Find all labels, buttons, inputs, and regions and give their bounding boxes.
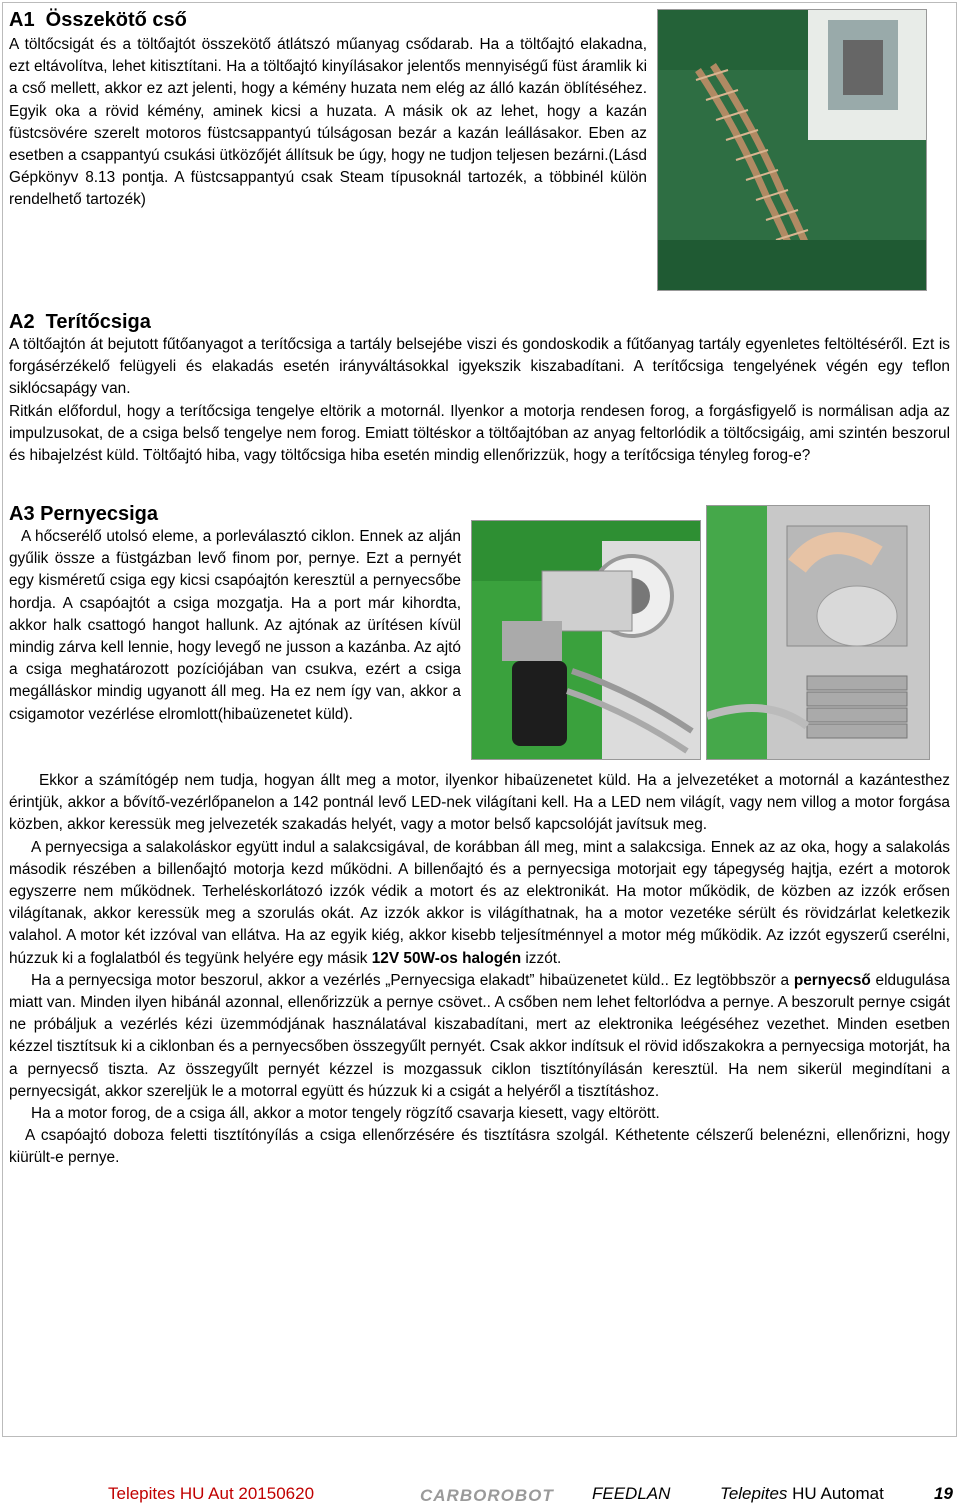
footer-title-rest: HU Automat <box>787 1484 884 1503</box>
section-a3-paragraph-2-text: A pernyecsiga a salakoláskor együtt indul a salakcsigával, de korábban áll meg, mint a salakcsiga. Ennek az az oka, hogy a salakolás második részében a billenőajtó motorja kezd működni. A billenőajtó és a pernyecsiga motorjait egy tápegység hajtja, ezért a motorok egyszerre nem működnek. Terheléskorlátozó izzók védik a motort és az elektronikát. Ha motor működik, de közben az izzók erősen világítanak, akkor keressük meg a szorulás okát. Az izzók akkor is világíthatnak, ha a motor vezetéke sérült és rövidzárlat keletkezik valahol. A motor két izzóval van ellátva. Ha az egyik kiég, akkor kisebb teljesítménnyel a motor még működik. Az izzót egyszerű cserélni, húzzuk ki a foglalatból és tegyünk helyére egy másik <box>9 838 950 967</box>
section-a3-paragraph-3-a: Ha a pernyecsiga motor beszorul, akkor a vezérlés „Pernyecsiga elakadt” hibaüzenetet küld.. Ez legtöbbször a <box>31 971 794 989</box>
section-a3-paragraph-3 <box>9 970 950 1103</box>
ash-flap-door-photo <box>706 505 930 760</box>
ash-auger-motor-photo <box>471 520 701 760</box>
footer-product: FEEDLAN <box>592 1484 671 1503</box>
chimney-flue-photo <box>657 9 927 291</box>
section-a3-paragraph-1: Ekkor a számítógép nem tudja, hogyan állt meg a motor, ilyenkor hibaüzenetet küld. Ha a jelvezetéket a motornál a kazántesthez érintjük, akkor a bővítő-vezérlőpanelon a 142 pontnál levő LED-nek világítani kell. Ha a LED nem világít, vagy nem villog a motor forgása közben, akkor keressük meg jelvezeték szakadás helyét, vagy a motor belső kapcsolóját javítsuk meg. <box>9 772 950 834</box>
section-a3-pernyecso-bold: pernyecső <box>793 971 871 989</box>
section-a3-paragraph-2-end: izzót. <box>521 949 562 967</box>
section-a3-intro <box>9 526 461 726</box>
section-a1-paragraph <box>9 34 647 212</box>
section-a2-paragraph-2: Ritkán előfordul, hogy a terítőcsiga tengelye eltörik a motornál. Ilyenkor a motorja rendesen forog, a forgásfigyelő is normálisan adja az impulzusokat, de a csiga belső tengelye nem forog. Emiatt töltéskor a töltőajtóban az anyag feltorlódik a töltőcsigáig, ami szintén beszorul és hibajelzést küld. Töltőajtó hiba, vagy töltőcsiga hiba esetén mindig ellenőrizzük, hogy a terítőcsiga tényleg forog-e? <box>9 402 950 465</box>
section-a3-halogen-bold: 12V 50W-os halogén <box>371 949 522 967</box>
section-a3-paragraph-3-b: eldugulása miatt van. Minden ilyen hibánál azonnal, ellenőrizzük a pernye csövet.. A csőben nem lehet feltorlódva a pernye. A beszorult pernye csigát ne próbáljuk a vezérlés kézi üzemmódjának használatával kiszabadítani, mert az elektronika leégéséhez vezethet. Minden esetben kézzel tisztítsuk ki a ciklonban és a pernyecsőben összegyűlt pernyét. Csak akkor indítsuk el rövid időszakokra a pernyecsiga motorját, ha a pernyecső tiszta. Az összegyűlt pernyét kézzel is mozgassuk ciklon tisztítónyílásán keresztül. Ha nem sikerül megindítani a pernyecsigát, akkor szereljük le a motorral együtt és húzzuk ki a csigát a helyéről a tisztításhoz. <box>9 971 951 1100</box>
section-a3-paragraph-5: A csapóajtó doboza feletti tisztítónyílás a csiga ellenőrzésére és tisztításra szolgál. Kéthetente célszerű belenézni, ellenőrizni, hogy kiürült-e pernye. <box>9 1127 950 1167</box>
section-a3-title: A3 Pernyecsiga <box>9 503 158 525</box>
section-a1-title: A1 Összekötő cső <box>9 9 187 31</box>
carborobot-logo <box>420 1484 572 1504</box>
footer-title <box>720 1483 884 1507</box>
svg-text:CARBOROBOT: CARBOROBOT <box>420 1486 554 1504</box>
section-a3-intro-text: A hőcserélő utolsó eleme, a porleválasztó ciklon. Ennek az alján gyűlik össze a füstgázban levő finom por, pernye. Ezt a pernyét egy kisméretű csiga egy kicsi csapóajtón keresztül a pernyecsőbe hordja. A csapóajtót a csiga mozgatja. Ha a port már kihordta, akkor halk csattogó hangot hallunk. Az ajtónak az ürítésen kívül mindig zárva kell lennie, hogy levegő ne jusson a kazánba. Az ajtó a csiga meghatározott pozíciójában van csukva, ezért a csiga megálláskor mindig ugyanott áll meg. Ha ez nem így van, akkor a csigamotor vezérlése elromlott(hibaüzenetet küld). <box>9 528 461 723</box>
section-a3-body <box>9 770 950 1170</box>
section-a2-body <box>9 334 950 467</box>
section-a2-paragraph-1: A töltőajtón át bejutott fűtőanyagot a terítőcsiga a tartály belsejébe viszi és gondoskodik a fűtőanyag tartály egyenletes feltöltéséről. Ezt is forgásérzékelő felügyeli és elakadás esetén irányváltásokkal igyekszik kiszabadítani. A terítőcsiga tengelyének végén egy teflon siklócsapágy van. <box>9 336 950 398</box>
section-a1-text: A töltőcsigát és a töltőajtót összekötő átlátszó műanyag csődarab. Ha a töltőajtó elakadna, ezt eltávolítva, lehet kitisztítani. Ha a töltőajtó kinyílásakor jelentős mennyiségű füst áramlik ki a cső mellett, akkor ez azt jelenti, hogy a kémény huzata nem elég az álló kazán öblítéséhez. Egyik oka a rövid kémény, aminek kicsi a huzata. A másik ok az lehet, hogy a kazán füstcsövére szerelt motoros füstcsappantyú túlságosan bezár a kazán leállásakor. Eben az esetben a csappantyú csukási ütközőjét állítsuk be úgy, hogy ne tudjon teljesen bezárni.(Lásd Gépkönyv 8.13 pontja. A füstcsappantyú csak Steam típusoknál tartozék, a többinél külön rendelhető tartozék) <box>9 36 647 209</box>
section-a3-paragraph-4: Ha a motor forog, de a csiga áll, akkor a motor tengely rögzítő csavarja kiesett, vagy eltörött. <box>31 1105 660 1123</box>
page-number: 19 <box>934 1484 953 1503</box>
footer-title-italic: Telepites <box>720 1484 788 1503</box>
footer-doc-id: Telepites HU Aut 20150620 <box>108 1484 315 1503</box>
section-a2-title: A2 Terítőcsiga <box>9 311 151 333</box>
section-a3-paragraph-2 <box>9 837 950 970</box>
